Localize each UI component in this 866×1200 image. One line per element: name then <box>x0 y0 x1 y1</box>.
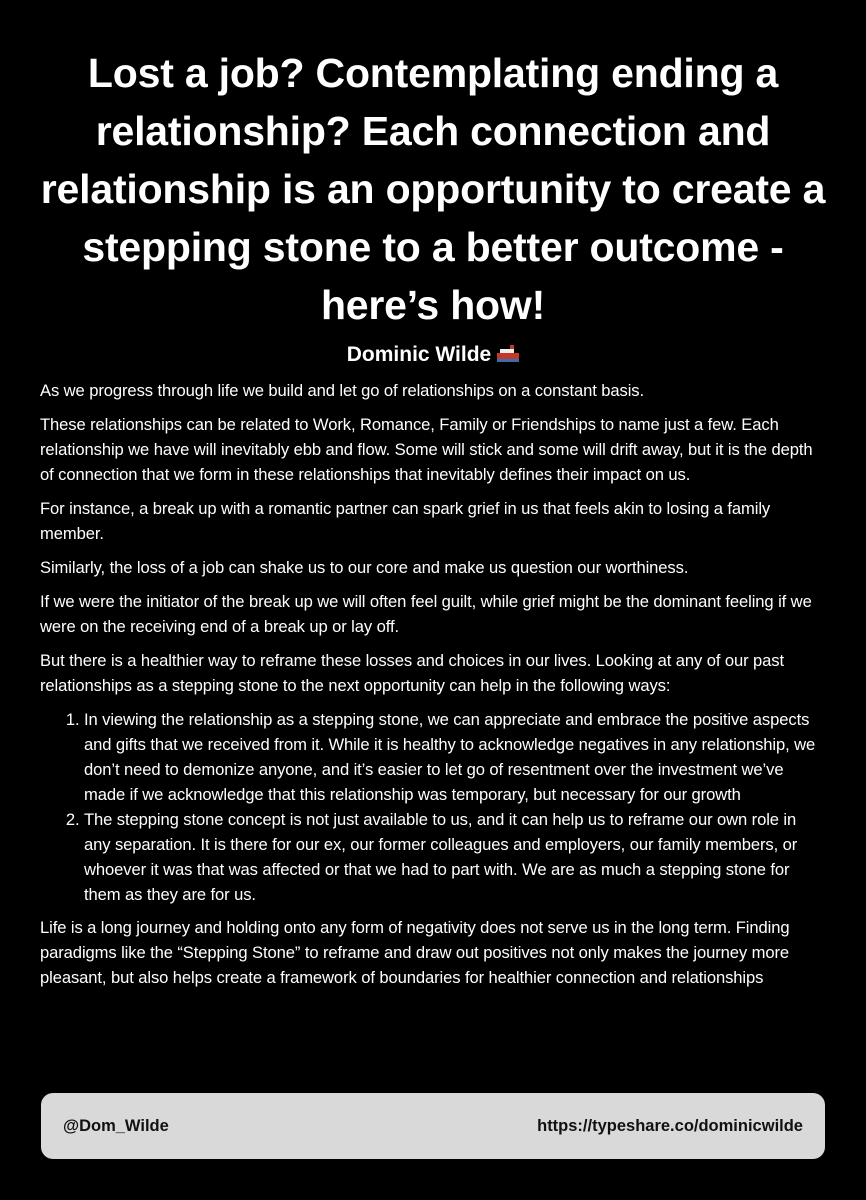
footer-bar <box>41 1093 825 1159</box>
paragraph: But there is a healthier way to reframe these losses and choices in our lives. Looking at any of our past relationships as a stepping stone to the next opportunity can help in the following ways: <box>40 651 785 695</box>
author-handle: @Dom_Wilde <box>63 1116 169 1135</box>
author-line <box>40 342 826 368</box>
paragraph: If we were the initiator of the break up we will often feel guilt, while grief might be the dominant feeling if we were on the receiving end of a break up or lay off. <box>40 592 812 636</box>
list-item: 1. In viewing the relationship as a stepping stone, we can appreciate and embrace the positive aspects and gifts that we received from it. While it is healthy to acknowledge negatives in any relationship, we don’t need to demonize anyone, and it’s easier to let go of resentment over the investment we’ve made if we acknowledge that this relationship was temporary, but necessary for our growth <box>84 707 826 807</box>
list-item: 2. The stepping stone concept is not just available to us, and it can help us to reframe our own role in any separation. It is there for our ex, our former colleagues and employers, our family members, or whoever it was that was affected or that we had to part with. We are as much a stepping stone for them as they are for us. <box>84 807 826 907</box>
paragraph: These relationships can be related to Work, Romance, Family or Friendships to name just a few. Each relationship we have will inevitably ebb and flow. Some will stick and some will drift away, but it is the depth of connection that we form in these relationships that inevitably defines their impact on us. <box>40 415 813 484</box>
closing-paragraph: Life is a long journey and holding onto any form of negativity does not serve us in the long term. Finding paradigms like the “Stepping Stone” to reframe and draw out positives not only makes the journey more pleasant, but also helps create a framework of boundaries for healthier connection and relationships <box>40 918 790 987</box>
numbered-list <box>40 707 826 907</box>
paragraph: Similarly, the loss of a job can shake us to our core and make us question our worthiness. <box>40 558 689 577</box>
paragraph: As we progress through life we build and let go of relationships on a constant basis. <box>40 381 644 400</box>
article-body <box>40 378 826 990</box>
author-name: Dominic Wilde <box>346 343 492 366</box>
ship-icon <box>497 345 519 363</box>
paragraph: For instance, a break up with a romantic partner can spark grief in us that feels akin to losing a family member. <box>40 499 771 543</box>
page-title: Lost a job? Contemplating ending a relationship? Each connection and relationship is an opportunity to create a stepping stone to a better outcome - here’s how! <box>40 50 826 328</box>
profile-link[interactable]: https://typeshare.co/dominicwilde <box>537 1116 803 1135</box>
